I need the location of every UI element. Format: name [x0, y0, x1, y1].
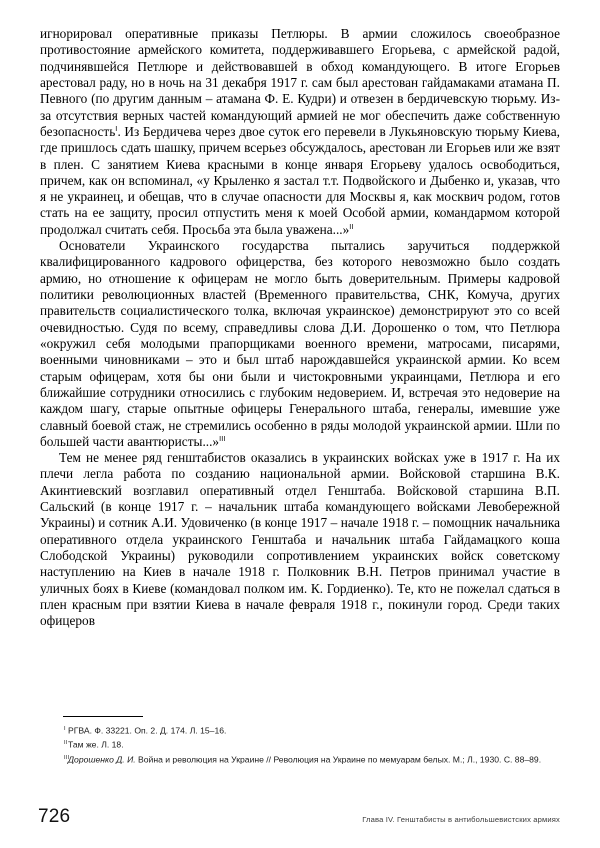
paragraph-1-text-b: . Из Бердичева через двое суток его перевели в Лукьяновскую тюрьму Киева, где пришлось сдать шашку, причем всерьез обсуждалось, арестован ли Егорьев или же взят в плен. С занятием Киева красными в конце января Егорьеву удалось освободиться, причем, как он вспоминал, «у Крыленко я застал т.т. Подвойского и Дыбенко и, указав, что я не украинец, и обещав, что в случае опасности для Москвы я, как москвич родом, готов стать на ее защиту, просил отпустить меня к моей Особой армии, командармом которой продолжал считать себя. Просьба эта была уважена...» — [40, 123, 560, 237]
page-footer — [0, 806, 600, 836]
running-head: Глава IV. Генштабисты в антибольшевистских армиях — [362, 815, 560, 824]
paragraph-2-text-a: Основатели Украинского государства пытались заручиться поддержкой квалифицированного кадрового офицерства, без которого невозможно было создать армию, но отношение к офицерам не могло быть доверительным. Примеры кадровой политики революционных властей (Временного правительства, СНК, Комуча, других правительств социалистического толка, включая украинское) демонстрируют это со всей очевидностью. Судя по всему, справедливы слова Д.И. Дорошенко о том, что Петлюра «окружил себя молодыми прапорщиками военного времени, матросами, писарями, военными чиновниками – это и был штаб нарождавшейся украинской армии. Ко всем старым офицерам, хотя бы они были и чистокровными украинцами, Петлюра и его ближайшие сотрудники относились с глубоким недоверием. И, встречая это недоверие на каждом шагу, старые опытные офицеры Генерального штаба, генералы, имевшие уже славный боевой стаж, не стремились особенно в ряды молодой украинской армии. Шли по большей части авантюристы...» — [40, 238, 560, 449]
footnotes-section — [40, 716, 560, 766]
body-text-column — [40, 26, 560, 630]
footnote-ref-1[interactable]: I — [115, 123, 118, 133]
footnote-ref-3[interactable]: III — [219, 433, 226, 443]
footnote-marker-2: II — [64, 740, 68, 747]
footnote-marker-3: III — [64, 754, 70, 761]
footnote-item-2 — [40, 737, 560, 751]
paragraph-3-text-a: Тем не менее ряд генштабистов оказались в украинских войсках уже в 1917 г. На их плечи легла работа по созданию национальной армии. Войсковой старшина В.К. Акинтиевский возглавил оперативный отдел Генштаба. Войсковой старшина В.П. Сальский (в конце 1917 г. – начальник штаба командующего войсками Левобережной Украины) и сотник А.И. Удовиченко (в конце 1917 – начале 1918 г. – помощник начальника оперативного отдела украинского Генштаба и начальник штаба Гайдамацкого коша Слободской Украины) руководили сопротивлением украинских войск советскому наступлению на Киев в начале 1918 г. Полковник В.Н. Петров принимал участие в уличных боях в Киеве (командовал полком им. К. Гордиенко). Те, кто не пожелал сдаться в плен красным при взятии Киева в начале февраля 1918 г., покинули город. Среди таких офицеров — [40, 450, 560, 629]
page-number: 726 — [38, 806, 71, 827]
paragraph-1-text-a: игнорировал оперативные приказы Петлюры. В армии сложилось своеобразное противостояние армейского комитета, поддерживавшего Егорьева, с армейской радой, подчинявшейся Петлюре и действовавшей в обход командующего. В итоге Егорьев арестовал раду, но в ночь на 31 декабря 1917 г. сам был арестован гайдамаками атамана П. Певного (по другим данным – атамана Ф. Е. Кудри) и отвезен в бердичевскую тюрьму. Из-за отсутствия верных частей командующий армией не мог обеспечить даже собственную безопасность — [40, 26, 560, 139]
footnote-marker-1: I — [64, 726, 66, 732]
footnote-text-2: Там же. Л. 18. — [68, 739, 124, 750]
footnote-text-3: Война и революция на Украине // Революция на Украине по мемуарам белых. М.; Л., 1930. С. 88–89. — [135, 754, 542, 765]
footnote-list — [40, 723, 560, 766]
footnote-author-3: Дорошенко Д. И. — [68, 754, 136, 765]
footnote-item-1 — [40, 723, 560, 737]
paragraph-3 — [40, 450, 560, 629]
footnote-text-1: РГВА. Ф. 33221. Оп. 2. Д. 174. Л. 15–16. — [68, 725, 227, 736]
footnote-separator-rule — [63, 716, 143, 717]
paragraph-2 — [40, 238, 560, 450]
footnote-ref-2[interactable]: II — [349, 221, 354, 231]
paragraph-1 — [40, 26, 560, 238]
footnote-item-3 — [40, 752, 560, 766]
